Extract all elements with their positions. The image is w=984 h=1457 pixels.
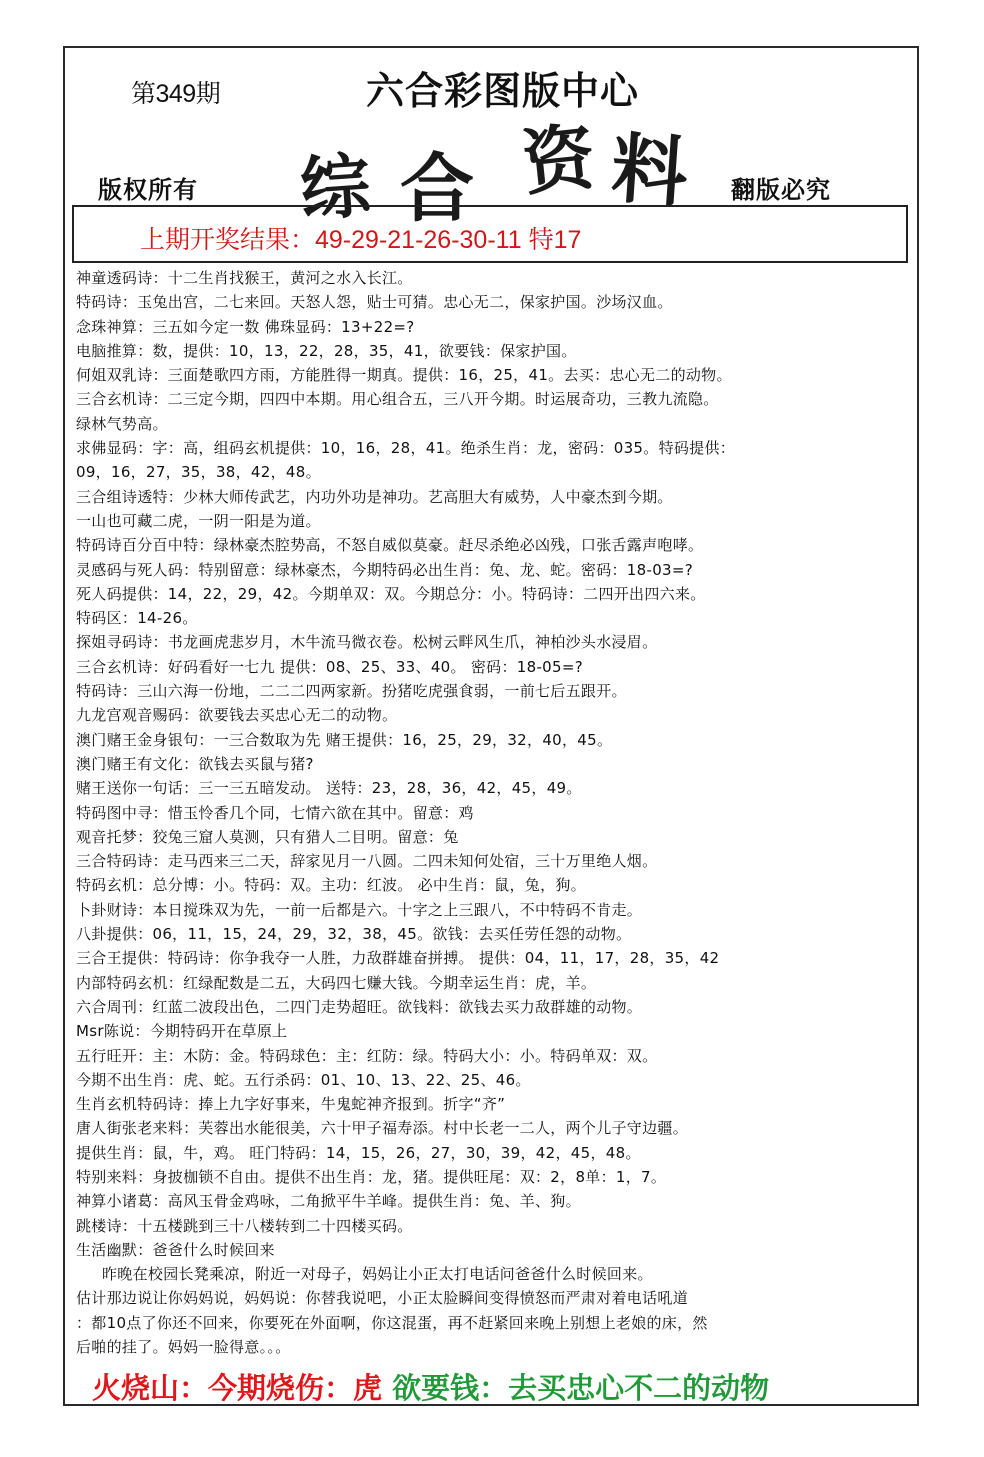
info-line: 三合玄机诗：二三定今期，四四中本期。用心组合五，三八开今期。时运展奇功，三教九流隐。 [76, 390, 719, 409]
center-title: 六合彩图版中心 [366, 68, 640, 113]
info-line: 09，16，27，35，38，42，48。 [76, 463, 321, 482]
info-line: 一山也可藏二虎，一阴一阳是为道。 [76, 511, 321, 530]
info-line: 何姐双乳诗：三面楚歌四方雨，方能胜得一期真。提供：16，25，41。去买：忠心无二的动物。 [76, 366, 732, 385]
info-line: 观音托梦：狡兔三窟人莫测，只有猎人二目明。留意：兔 [76, 827, 459, 846]
copyright-label: 版权所有 [98, 175, 198, 204]
info-line: 念珠神算：三五如今定一数 佛珠显码：13+22=? [76, 317, 415, 336]
bottom-banner-green: 欲要钱：去买忠心不二的动物 [392, 1371, 770, 1405]
info-line: 特码图中寻：惜玉怜香几个同，七情六欲在其中。留意：鸡 [76, 803, 474, 822]
info-line: 神算小诸葛：高风玉骨金鸡咏，二角掀平牛羊峰。提供生肖：兔、羊、狗。 [76, 1192, 581, 1211]
info-line: 赌王送你一句话：三一三五暗发动。 送特：23，28，36，42，45，49。 [76, 779, 582, 798]
info-line: 特码诗：三山六海一份地，二二二四两家新。扮猪吃虎强食弱，一前七后五跟开。 [76, 682, 627, 701]
info-line: 澳门赌王金身银句：一三合数取为先 赌王提供：16，25，29，32，40，45。 [76, 730, 613, 749]
info-line: 绿林气势高。 [76, 414, 168, 433]
info-line: Msr陈说：今期特码开在草原上 [76, 1022, 288, 1041]
info-line: 三合组诗透特：少林大师传武艺，内功外功是神功。艺高胆大有威势，人中豪杰到今期。 [76, 487, 673, 506]
big-title-char: 合 [400, 146, 474, 232]
info-line: 昨晚在校园长凳乘凉，附近一对母子，妈妈让小正太打电话问爸爸什么时候回来。 [102, 1265, 653, 1284]
info-line: 后啪的挂了。妈妈一脸得意。。。 [76, 1338, 291, 1357]
info-line: 三合玄机诗：好码看好一七九 提供：08、25、33、40。 密码：18-05=? [76, 657, 584, 676]
info-line: 特码玄机：总分博：小。特码：双。主功：红波。 必中生肖：鼠，兔，狗。 [76, 876, 586, 895]
info-line: 特码诗：玉兔出宫，二七来回。天怒人怨，贴士可猜。忠心无二，保家护国。沙场汉血。 [76, 293, 673, 312]
info-line: 求佛显码：字：高，组码玄机提供：10，16，28，41。绝杀生肖：龙，密码：035。特码提供： [76, 439, 736, 458]
info-line: 提供生肖：鼠，牛，鸡。 旺门特码：14，15，26，27，30，39，42，45，48。 [76, 1143, 641, 1162]
issue-number: 第349期 [131, 80, 221, 108]
info-line: 探姐寻码诗：书龙画虎悲岁月，木牛流马微衣卷。松树云畔风生爪，神柏沙头水浸眉。 [76, 633, 658, 652]
info-line: 电脑推算：数，提供：10，13，22，28，35，41，欲要钱：保家护国。 [76, 341, 577, 360]
info-line: 特别来料：身披枷锁不自由。提供不出生肖：龙，猪。提供旺尾：双：2，8单：1，7。 [76, 1167, 667, 1186]
info-line: 特码区：14-26。 [76, 609, 198, 628]
info-line: 三合王提供：特码诗：你争我夺一人胜，力敌群雄奋拼搏。 提供：04，11，17，28，35，42 [76, 949, 720, 968]
big-title-char: 料 [608, 123, 691, 218]
info-lines [76, 266, 910, 1359]
info-line: 内部特码玄机：红绿配数是二五，大码四七赚大钱。今期幸运生肖：虎，羊。 [76, 973, 597, 992]
info-line: 九龙宫观音赐码：欲要钱去买忠心无二的动物。 [76, 706, 398, 725]
big-title-char: 综 [297, 143, 374, 232]
info-line: 跳楼诗：十五楼跳到三十八楼转到二十四楼买码。 [76, 1216, 413, 1235]
info-line: ：都10点了你还不回来，你要死在外面啊，你这混蛋，再不赶紧回来晚上别想上老娘的床，然 [76, 1313, 708, 1332]
info-line: 估计那边说让你妈妈说，妈妈说：你替我说吧，小正太脸瞬间变得愤怒而严肃对着电话吼道 [76, 1289, 689, 1308]
info-line: 今期不出生肖：虎、蛇。五行杀码：01、10、13、22、25、46。 [76, 1070, 531, 1089]
big-title-char: 资 [518, 113, 599, 206]
info-line: 特码诗百分百中特：绿林豪杰腔势高，不怒自威似莫豪。赶尽杀绝必凶残，口张舌露声咆哮。 [76, 536, 704, 555]
info-line: 死人码提供：14，22，29，42。今期单双：双。今期总分：小。特码诗：二四开出四六来。 [76, 584, 706, 603]
bottom-banner-red: 火烧山：今期烧伤：虎 [92, 1371, 393, 1405]
last-draw-result: 上期开奖结果：49-29-21-26-30-11 特17 [140, 226, 582, 254]
info-line: 卜卦财诗：本日搅珠双为先，一前一后都是六。十字之上三跟八，不中特码不肯走。 [76, 900, 643, 919]
info-line: 唐人街张老来料：芙蓉出水能很美，六十甲子福寿添。村中长老一二人，两个儿子守边疆。 [76, 1119, 689, 1138]
bottom-banner [92, 1366, 769, 1407]
info-line: 六合周刊：红蓝二波段出色，二四门走势超旺。欲钱料：欲钱去买力敌群雄的动物。 [76, 997, 643, 1016]
info-line: 五行旺开：主：木防：金。特码球色：主：红防：绿。特码大小：小。特码单双：双。 [76, 1046, 658, 1065]
info-line: 生肖玄机特码诗：捧上九字好事来，牛鬼蛇神齐报到。折字“齐” [76, 1095, 506, 1114]
piracy-warning-label: 翻版必究 [731, 175, 831, 204]
info-line: 八卦提供：06，11，15，24，29，32，38，45。欲钱：去买任劳任怨的动物。 [76, 925, 632, 944]
info-line: 生活幽默：爸爸什么时候回来 [76, 1240, 275, 1259]
info-line: 神童透码诗：十二生肖找猴王，黄河之水入长江。 [76, 269, 413, 287]
info-line: 灵感码与死人码：特别留意：绿林豪杰，今期特码必出生肖：兔、龙、蛇。密码：18-03=? [76, 560, 694, 579]
info-line: 三合特码诗：走马西来三二天，辞家见月一八圆。二四未知何处宿，三十万里绝人烟。 [76, 852, 658, 871]
info-line: 澳门赌王有文化：欲钱去买鼠与猪? [76, 754, 314, 773]
big-title [297, 108, 710, 232]
